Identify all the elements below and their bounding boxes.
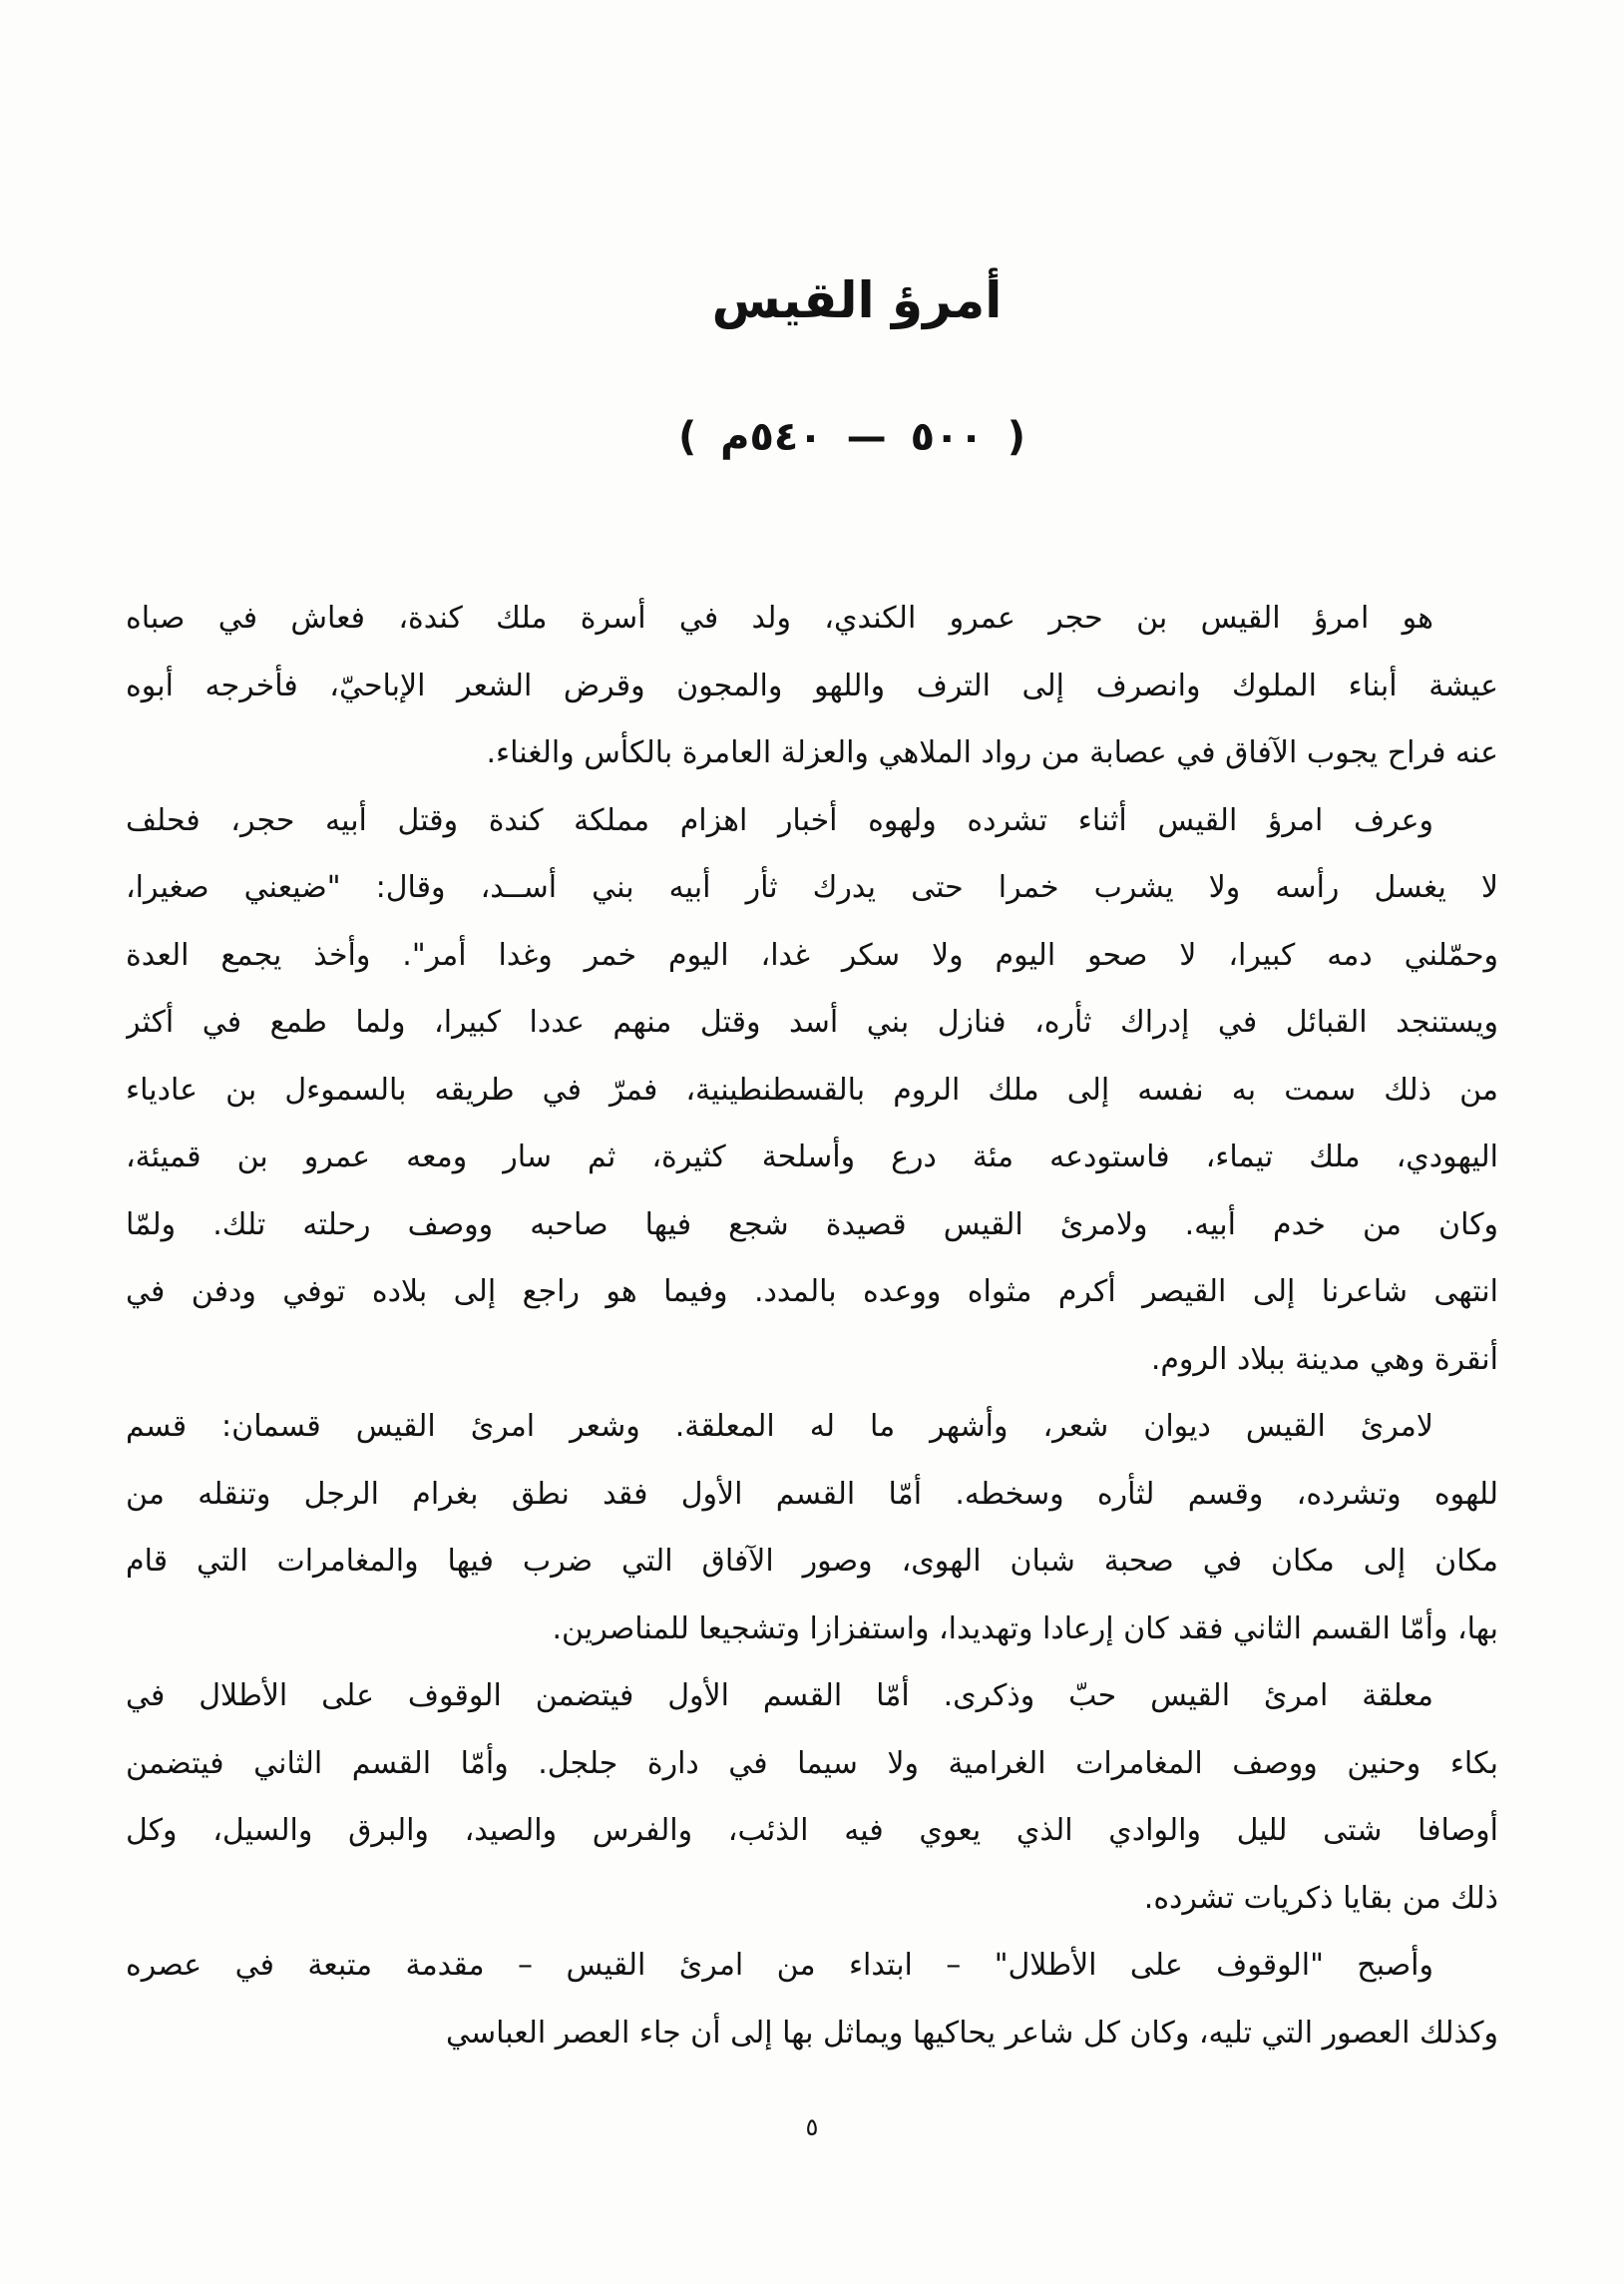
text-line: هو امرؤ القيس بن حجر عمرو الكندي، ولد في أسرة ملك كندة، فعاش في صباه — [126, 601, 1433, 636]
text-line: من ذلك سمت به نفسه إلى ملك الروم بالقسطنطينية، فمرّ في طريقه بالسموءل بن عادياء — [126, 1072, 1498, 1108]
paragraph-intro — [126, 585, 1498, 787]
text-line: بها، وأمّا القسم الثاني فقد كان إرعادا وتهديدا، واستفزازا وتشجيعا للمناصرين. — [552, 1610, 1498, 1646]
text-line: لامرئ القيس ديوان شعر، وأشهر ما له المعلقة. وشعر امرئ القيس قسمان: قسم — [126, 1409, 1433, 1444]
text-line: مكان إلى مكان في صحبة شبان الهوى، وصور الآفاق التي ضرب فيها والمغامرات التي قام — [126, 1544, 1498, 1579]
text-line: وعرف امرؤ القيس أثناء تشرده ولهوه أخبار اهزام مملكة كندة وقتل أبيه حجر، فحلف — [126, 802, 1433, 838]
paragraph-legacy — [126, 1932, 1498, 2066]
text-line: عيشة أبناء الملوك وانصرف إلى الترف واللهو والمجون وقرض الشعر الإباحيّ، فأخرجه أبوه — [126, 668, 1498, 703]
page-title: أمرؤ القيس — [711, 271, 1003, 329]
text-line: انتهى شاعرنا إلى القيصر أكرم مثواه ووعده بالمدد. وفيما هو راجع إلى بلاده توفي ودفن في — [126, 1274, 1498, 1309]
text-line: وحمّلني دمه كبيرا، لا صحو اليوم ولا سكر غدا، اليوم خمر وغدا أمر". وأخذ يجمع العدة — [126, 937, 1498, 973]
text-line: وأصبح "الوقوف على الأطلال" – ابتداء من امرئ القيس – مقدمة متبعة في عصره — [126, 1948, 1433, 1983]
text-line: للهوه وتشرده، وقسم لثأره وسخطه. أمّا القسم الأول فقد نطق بغرام الرجل وتنقله من — [126, 1476, 1498, 1512]
page-body — [126, 585, 1498, 2066]
text-line: أنقرة وهي مدينة ببلاد الروم. — [1150, 1341, 1498, 1377]
text-line: وكذلك العصور التي تليه، وكان كل شاعر يحاكيها ويماثل بها إلى أن جاء العصر العباسي — [445, 2015, 1498, 2051]
paragraph-revenge — [126, 787, 1498, 1394]
text-line: أوصافا شتى لليل والوادي الذي يعوي فيه الذئب، والفرس والصيد، والبرق والسيل، وكل — [126, 1813, 1498, 1848]
text-line: ويستنجد القبائل في إدراك ثأره، فنازل بني أسد وقتل منهم عددا كبيرا، ولما طمع في أكثر — [126, 1005, 1498, 1040]
text-line: ذلك من بقايا ذكريات تشرده. — [1143, 1880, 1498, 1916]
text-line: بكاء وحنين ووصف المغامرات الغرامية ولا سيما في دارة جلجل. وأمّا القسم الثاني فيتضمن — [126, 1745, 1498, 1781]
text-line: معلقة امرئ القيس حبّ وذكرى. أمّا القسم الأول فيتضمن الوقوف على الأطلال في — [126, 1678, 1433, 1713]
paragraph-muallaqa — [126, 1662, 1498, 1932]
page-number: ٥ — [805, 2113, 819, 2141]
paragraph-diwan — [126, 1393, 1498, 1662]
text-line: عنه فراح يجوب الآفاق في عصابة من رواد الملاهي والعزلة العامرة بالكأس والغناء. — [486, 735, 1498, 770]
text-line: اليهودي، ملك تيماء، فاستودعه مئة درع وأسلحة كثيرة، ثم سار ومعه عمرو بن قميئة، — [126, 1140, 1498, 1174]
text-line: لا يغسل رأسه ولا يشرب خمرا حتى يدرك ثأر أبيه بني أســد، وقال: "ضيعني صغيرا، — [126, 870, 1498, 905]
text-line: وكان من خدم أبيه. ولامرئ القيس قصيدة شجع فيها صاحبه ووصف رحلته تلك. ولمّا — [126, 1206, 1498, 1242]
poet-dates: ( ٥٠٠ — ٥٤٠م ) — [677, 414, 1026, 460]
